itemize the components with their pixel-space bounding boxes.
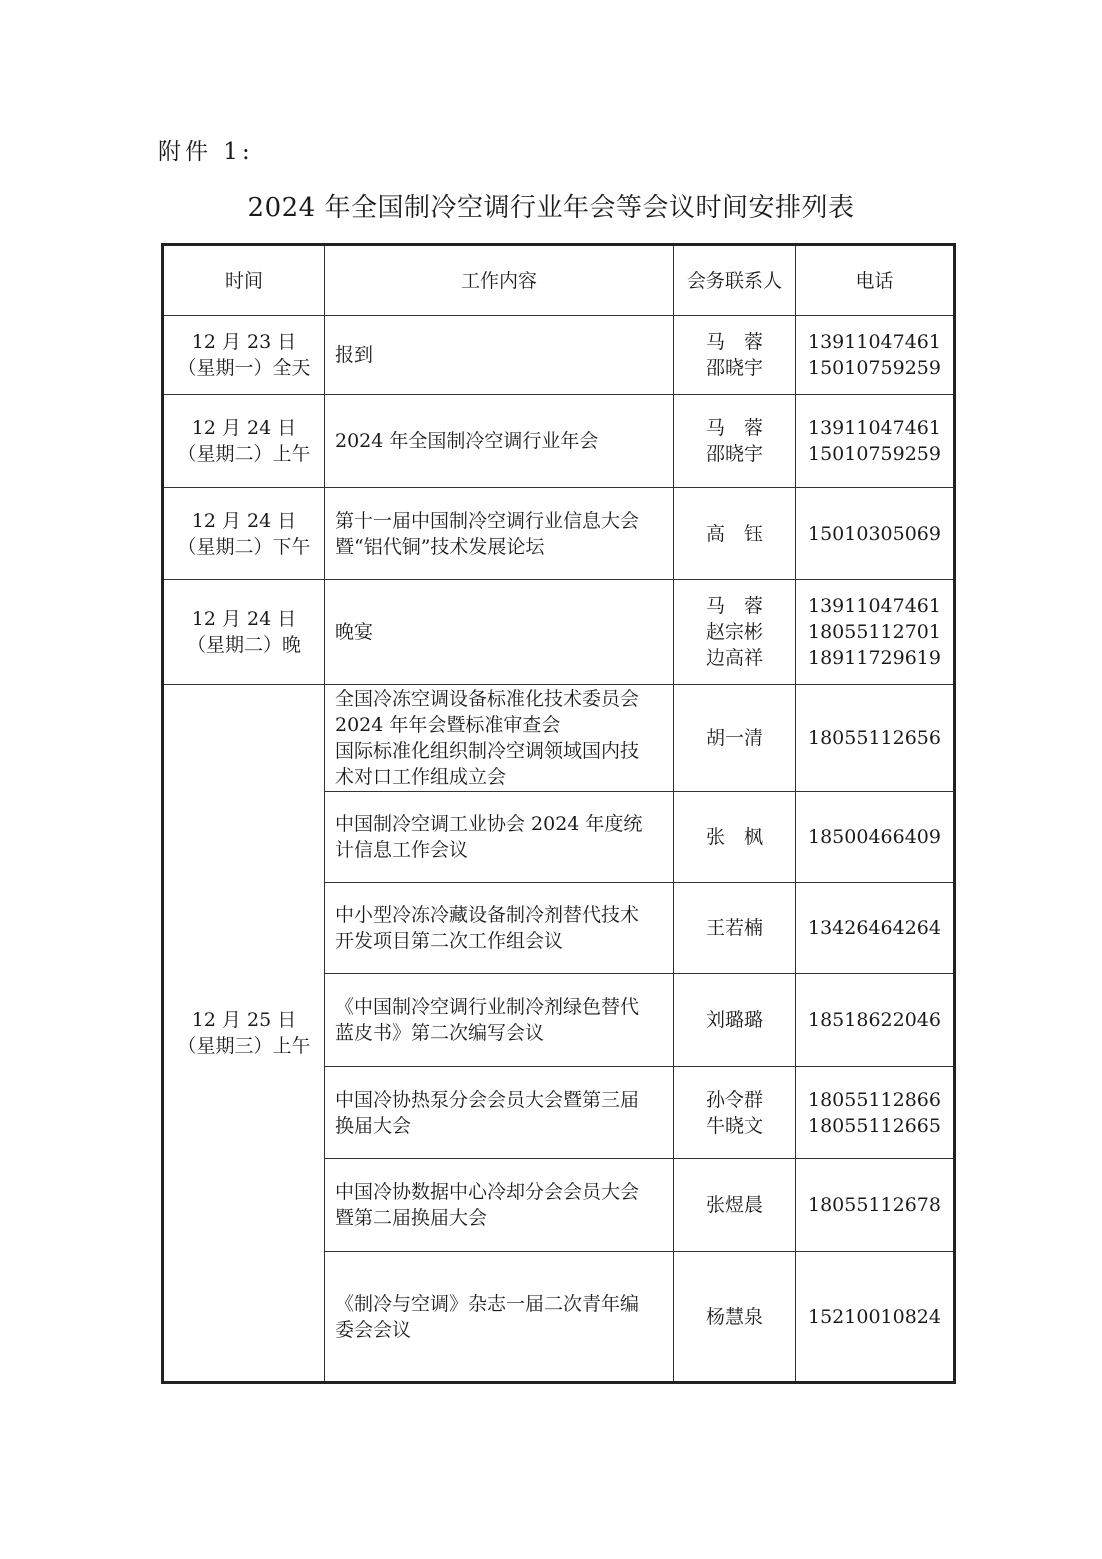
contact-cell: 马 蓉 邵晓宇 <box>674 316 796 395</box>
phone-cell: 18055112678 <box>796 1159 955 1252</box>
phone-cell: 13426464264 <box>796 883 955 974</box>
document-title: 2024 年全国制冷空调行业年会等会议时间安排列表 <box>247 193 855 223</box>
time-cell: 12 月 24 日 （星期二）上午 <box>163 395 325 488</box>
header-contact: 会务联系人 <box>674 245 796 316</box>
annex-label: 附件 1: <box>158 139 254 165</box>
schedule-table <box>161 243 956 1384</box>
content-cell: 2024 年全国制冷空调行业年会 <box>325 395 674 488</box>
contact-cell: 孙令群 牛晓文 <box>674 1067 796 1159</box>
content-cell: 《制冷与空调》杂志一届二次青年编 委会会议 <box>325 1252 674 1383</box>
phone-cell: 18500466409 <box>796 792 955 883</box>
content-cell: 中国冷协热泵分会会员大会暨第三届 换届大会 <box>325 1067 674 1159</box>
time-cell: 12 月 24 日 （星期二）下午 <box>163 488 325 580</box>
content-cell: 晚宴 <box>325 580 674 685</box>
content-cell: 报到 <box>325 316 674 395</box>
time-cell: 12 月 25 日 （星期三）上午 <box>163 685 325 1383</box>
contact-cell: 张 枫 <box>674 792 796 883</box>
content-cell: 全国冷冻空调设备标准化技术委员会 2024 年年会暨标准审查会 国际标准化组织制冷空调领域国内技 术对口工作组成立会 <box>325 685 674 792</box>
time-cell: 12 月 24 日 （星期二）晚 <box>163 580 325 685</box>
phone-cell: 18055112656 <box>796 685 955 792</box>
contact-cell: 杨慧泉 <box>674 1252 796 1383</box>
content-cell: 《中国制冷空调行业制冷剂绿色替代 蓝皮书》第二次编写会议 <box>325 974 674 1067</box>
table-row <box>163 685 955 792</box>
table-row <box>163 316 955 395</box>
content-cell: 中国制冷空调工业协会 2024 年度统 计信息工作会议 <box>325 792 674 883</box>
contact-cell: 刘璐璐 <box>674 974 796 1067</box>
phone-cell: 13911047461 18055112701 18911729619 <box>796 580 955 685</box>
header-phone: 电话 <box>796 245 955 316</box>
time-cell: 12 月 23 日 （星期一）全天 <box>163 316 325 395</box>
table-row <box>163 395 955 488</box>
phone-cell: 13911047461 15010759259 <box>796 395 955 488</box>
header-time: 时间 <box>163 245 325 316</box>
contact-cell: 马 蓉 赵宗彬 边高祥 <box>674 580 796 685</box>
phone-cell: 13911047461 15010759259 <box>796 316 955 395</box>
contact-cell: 高 钰 <box>674 488 796 580</box>
contact-cell: 胡一清 <box>674 685 796 792</box>
phone-cell: 18055112866 18055112665 <box>796 1067 955 1159</box>
header-row <box>163 245 955 316</box>
phone-cell: 18518622046 <box>796 974 955 1067</box>
content-cell: 中国冷协数据中心冷却分会会员大会 暨第二届换届大会 <box>325 1159 674 1252</box>
header-content: 工作内容 <box>325 245 674 316</box>
content-cell: 中小型冷冻冷藏设备制冷剂替代技术 开发项目第二次工作组会议 <box>325 883 674 974</box>
phone-cell: 15010305069 <box>796 488 955 580</box>
contact-cell: 张煜晨 <box>674 1159 796 1252</box>
table-row <box>163 580 955 685</box>
phone-cell: 15210010824 <box>796 1252 955 1383</box>
content-cell: 第十一届中国制冷空调行业信息大会 暨“铝代铜”技术发展论坛 <box>325 488 674 580</box>
table-row <box>163 488 955 580</box>
contact-cell: 马 蓉 邵晓宇 <box>674 395 796 488</box>
contact-cell: 王若楠 <box>674 883 796 974</box>
